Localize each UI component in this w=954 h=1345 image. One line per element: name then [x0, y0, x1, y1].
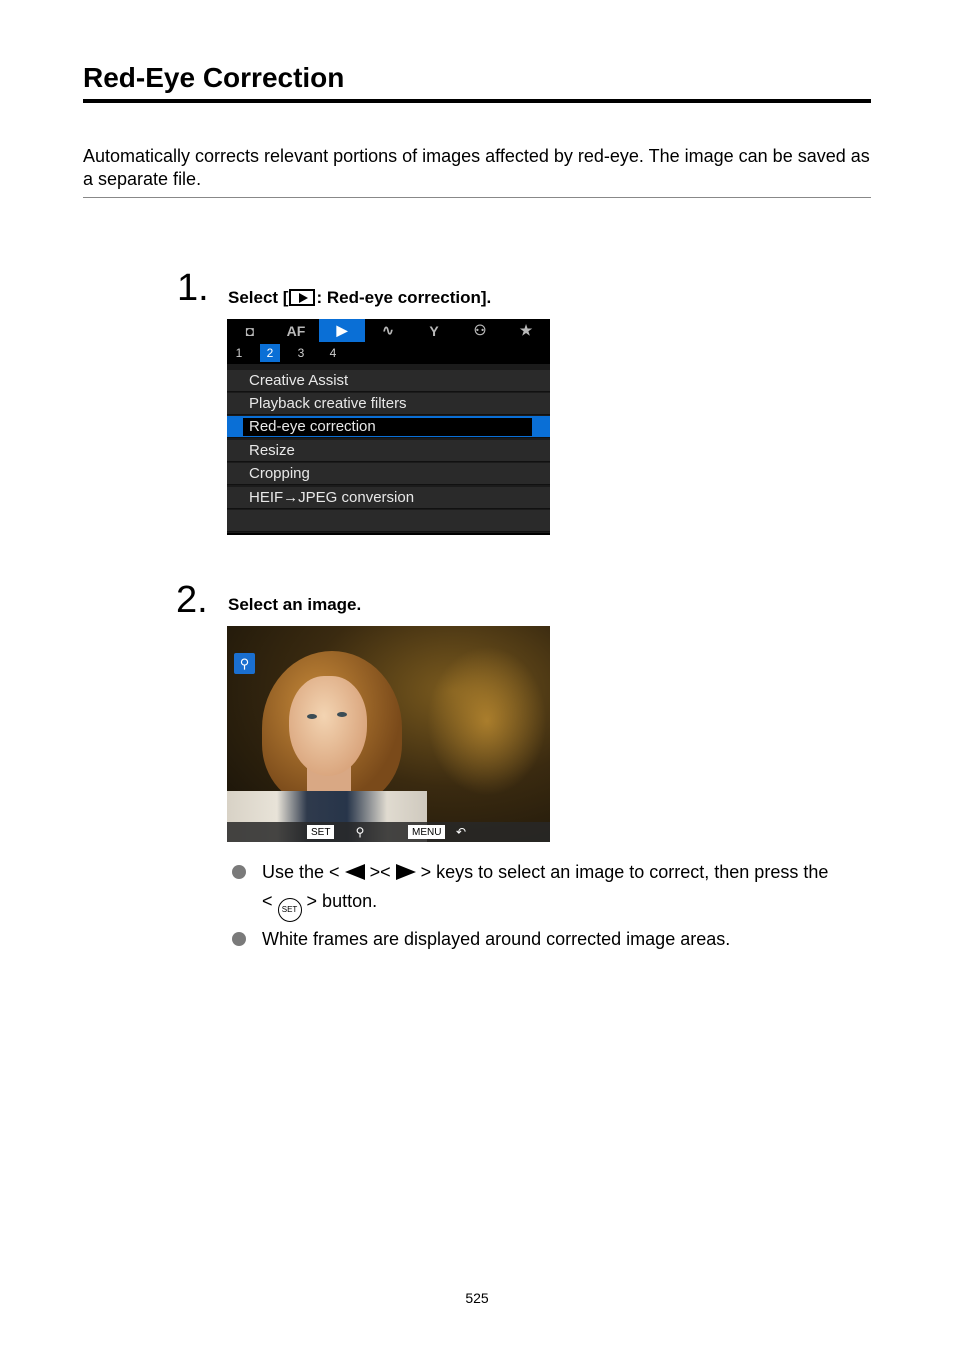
- af-icon[interactable]: AF: [286, 322, 306, 339]
- step1-text-before: Select [: [228, 288, 289, 307]
- bullet-dot: [232, 932, 246, 946]
- step1-number: 1.: [177, 267, 209, 309]
- page-number: 525: [465, 1290, 489, 1306]
- left-arrow-key-icon: [345, 864, 365, 880]
- bullet-dot: [232, 865, 246, 879]
- list-item: White frames are displayed around corrected image areas.: [230, 925, 880, 954]
- step1-instruction: [228, 288, 491, 308]
- subtab-2[interactable]: 2: [260, 344, 280, 362]
- step2-number: 2.: [176, 579, 208, 621]
- set-button-icon: SET: [278, 898, 302, 922]
- menu-item-heif-jpeg-conversion[interactable]: HEIF→JPEG conversion: [227, 487, 550, 509]
- menu-bottom-edge: [227, 533, 550, 535]
- star-icon[interactable]: ★: [519, 322, 533, 338]
- menu-subtab-bar: [227, 342, 550, 364]
- wireless-icon[interactable]: ∿: [382, 322, 394, 338]
- playback-tab-icon: [289, 289, 315, 306]
- menu-item-creative-assist[interactable]: Creative Assist: [227, 370, 550, 392]
- camera-menu-screen: [227, 319, 550, 535]
- menu-item-red-eye-correction[interactable]: Red-eye correction: [227, 416, 550, 438]
- camera-icon[interactable]: ◘: [245, 322, 255, 339]
- image-selection-screen: [227, 626, 550, 842]
- custom-function-icon[interactable]: ⚇: [473, 322, 487, 338]
- return-icon: ↶: [455, 825, 467, 839]
- set-button[interactable]: SET: [307, 825, 334, 839]
- photo-subject-face: [289, 676, 367, 776]
- title-rule: [83, 99, 871, 103]
- list-item: Use the < >< > keys to select an image to correct, then press the < SET > button.: [230, 858, 880, 922]
- step1-text-after: : Red-eye correction].: [316, 288, 492, 307]
- playback-icon[interactable]: ▶: [319, 319, 365, 342]
- intro-text: Automatically corrects relevant portions of images affected by red-eye. The image can be saved as a separate file.: [83, 146, 870, 189]
- background-light: [427, 646, 547, 796]
- menu-button[interactable]: MENU: [408, 825, 445, 839]
- instruction-bullets: [230, 858, 880, 957]
- screen-bottom-bar: [227, 822, 550, 842]
- menu-item-cropping[interactable]: Cropping: [227, 463, 550, 485]
- red-eye-icon: ⚲: [234, 653, 255, 674]
- red-eye-correct-icon: ⚲: [355, 825, 365, 839]
- subtab-1[interactable]: 1: [235, 346, 243, 360]
- subtab-3[interactable]: 3: [297, 346, 305, 360]
- wrench-icon[interactable]: Y: [429, 322, 439, 339]
- intro-rule: [83, 197, 871, 198]
- step2-instruction: Select an image.: [228, 595, 362, 614]
- menu-item-empty: [227, 510, 550, 532]
- menu-tab-bar: [227, 319, 550, 342]
- subject-right-eye: [337, 712, 347, 717]
- menu-item-resize[interactable]: Resize: [227, 440, 550, 462]
- page-title: Red-Eye Correction: [83, 62, 345, 93]
- subject-left-eye: [307, 714, 317, 719]
- menu-item-playback-creative-filters[interactable]: Playback creative filters: [227, 393, 550, 415]
- subtab-4[interactable]: 4: [329, 346, 337, 360]
- right-arrow-key-icon: [396, 864, 416, 880]
